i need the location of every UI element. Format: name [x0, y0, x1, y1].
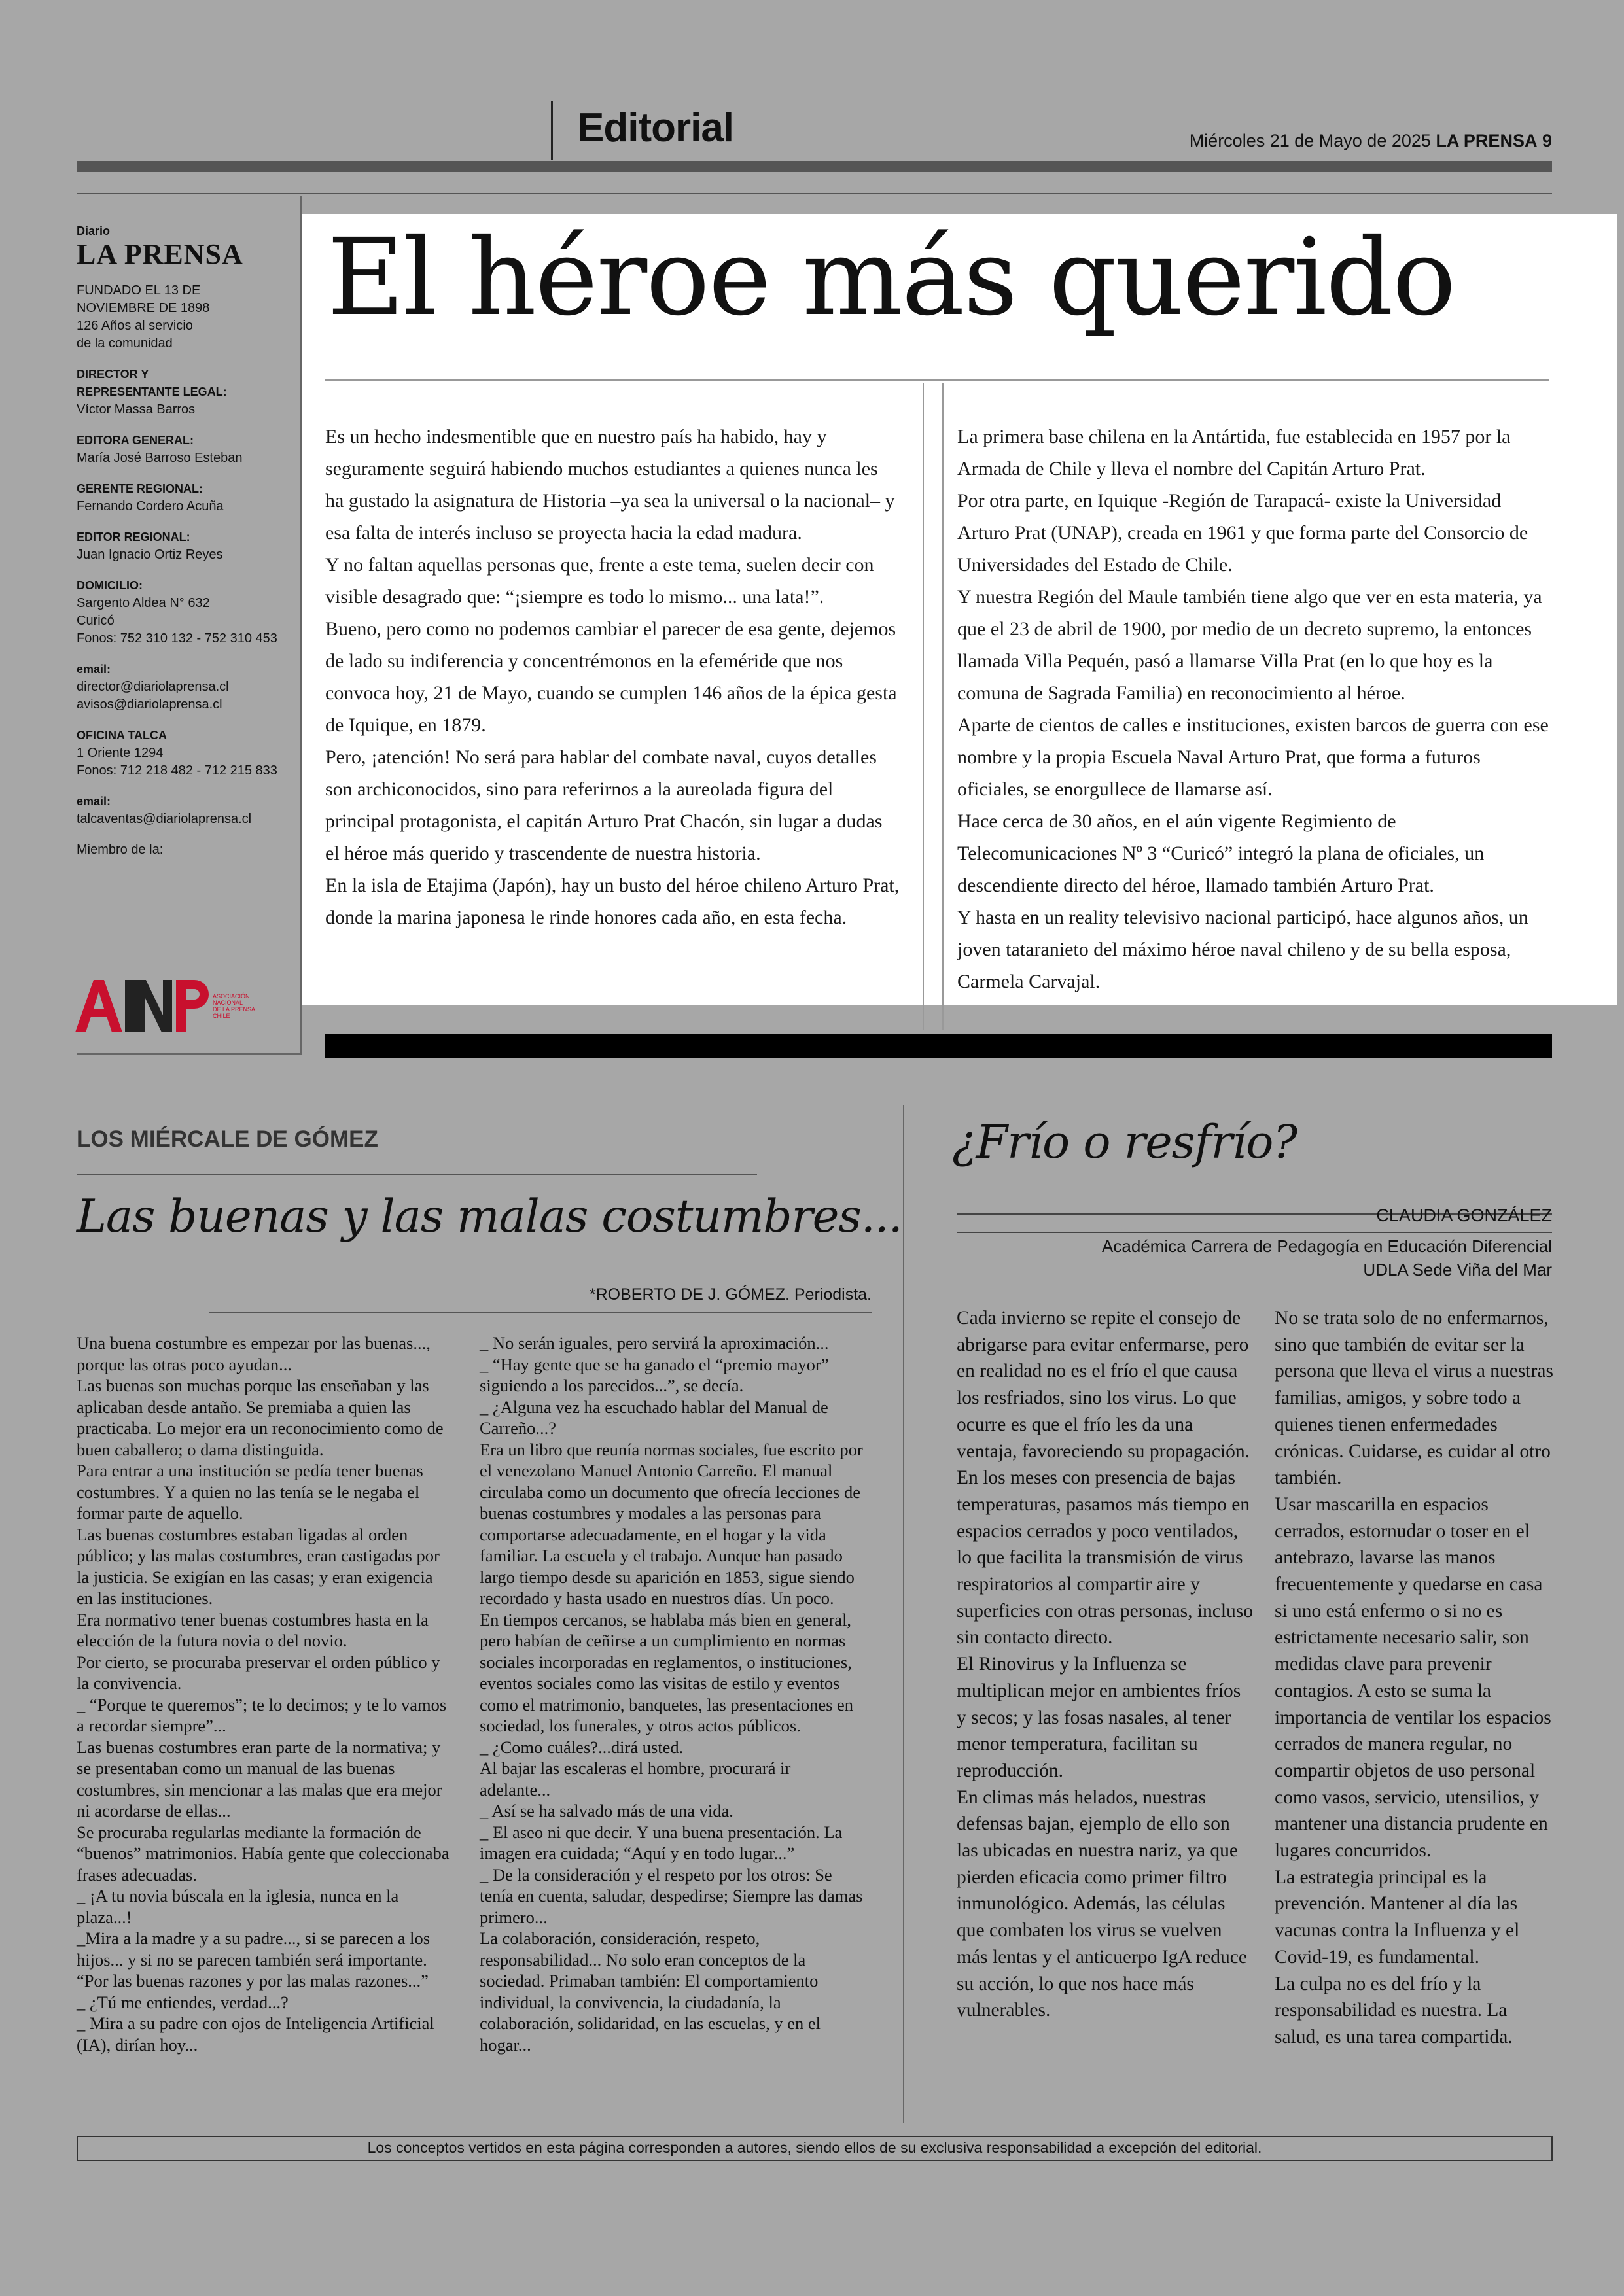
header-bar: [77, 161, 1552, 172]
paragraph: Para entrar a una institución se pedía tener buenas costumbres. Y a quien no las tenía se le negaba el formar parte de aquello.: [77, 1461, 423, 1523]
paragraph: _ ¿Tú me entiendes, verdad...?: [77, 1992, 289, 2012]
gomez-kicker-rule: [77, 1174, 757, 1175]
editorial-column-divider: [942, 383, 944, 1030]
paragraph: Al bajar las escaleras el hombre, procurará ir adelante...: [480, 1758, 791, 1800]
staff-value: Sargento Aldea N° 632: [77, 596, 210, 610]
staff-entry: [77, 529, 292, 564]
staff-entry: [77, 793, 292, 828]
paragraph: Y no faltan aquellas personas que, frente a este tema, suelen decir con visible desagrado que: “¡siempre es todo lo mismo... una lata!”.: [325, 554, 874, 608]
frio-affiliation: Académica Carrera de Pedagogía en Educación Diferencial: [1102, 1236, 1552, 1256]
staff-value: Curicó: [77, 614, 115, 628]
staff-value: talcaventas@diariolaprensa.cl: [77, 812, 252, 826]
anp-logo-n: [135, 980, 172, 1032]
paper-name: LA PRENSA: [1436, 131, 1538, 150]
footer-disclaimer: Los conceptos vertidos en esta página corresponden a autores, siendo ellos de su exclusiva responsabilidad a excepción del editorial.: [367, 2139, 1262, 2156]
paragraph: _ No serán iguales, pero servirá la aproximación...: [480, 1333, 829, 1353]
paragraph: En climas más helados, nuestras defensas bajan, ejemplo de ello son las ubicadas en nuestra nariz, ya que pierden eficacia como primer filtro inmunológico. Además, las células que combaten los virus se vuelven más lentas y el anticuerpo IgA reduce su acción, lo que nos hace más vulnerables.: [957, 1786, 1247, 2021]
logo-subtext-2: NACIONAL: [213, 1000, 243, 1006]
paragraph: Las buenas son muchas porque las enseñaban y las aplicaban desde antaño. Se premiaba a quien las practicaba. Lo mejor era un reconocimiento como de buen caballero; o dama distinguida.: [77, 1376, 444, 1459]
masthead-founded: [77, 282, 292, 353]
logo-subtext-3: DE LA PRENSA: [213, 1006, 256, 1013]
frio-affiliation-campus: UDLA Sede Viña del Mar: [1363, 1260, 1552, 1279]
member-of-label: Miembro de la:: [77, 843, 164, 857]
paragraph: En los meses con presencia de bajas temperaturas, pasamos más tiempo en espacios cerrados y poco ventilados, lo que facilita la transmisión de virus respiratorios al compartir aire y superficies con otras personas, incluso sin contacto directo.: [957, 1467, 1254, 1648]
gomez-author: *ROBERTO DE J. GÓMEZ. Periodista.: [589, 1285, 872, 1304]
staff-label: email:: [77, 663, 111, 676]
paragraph: Por cierto, se procuraba preservar el orden público y la convivencia.: [77, 1652, 440, 1693]
paragraph: Las buenas costumbres eran parte de la normativa; y se presentaban como un manual de las buenas costumbres, sin mencionar a las malas que era mejor ni acordarse de ellas...: [77, 1737, 442, 1820]
logo-subtext-4: CHILE: [213, 1013, 230, 1019]
staff-value: Víctor Massa Barros: [77, 402, 196, 417]
staff-label: OFICINA TALCA: [77, 729, 167, 742]
gomez-column-1: [77, 1332, 450, 2055]
header-rule: [77, 193, 1552, 194]
paragraph: Y hasta en un reality televisivo nacional participó, hace algunos años, un joven tataranieto del máximo héroe naval chileno y de su bella esposa, Carmela Carvajal.: [957, 907, 1528, 992]
paragraph: _ Así se ha salvado más de una vida.: [480, 1801, 733, 1820]
paragraph: _ “Hay gente que se ha ganado el “premio mayor” siguiendo a los parecidos...”, se decía.: [480, 1354, 829, 1395]
gomez-author-rule: [209, 1312, 872, 1313]
paragraph: Usar mascarilla en espacios cerrados, estornudar o toser en el antebrazo, lavarse las manos frecuentemente y quedarse en casa si uno está enfermo o si no es estrictamente necesario salir, son medidas clave para prevenir contagios. A esto se suma la importancia de ventilar los espacios cerrados de manera regular, no compartir objetos de uso personal como vasos, servicio, utensilios, y mantener una distancia prudente en lugares concurridos.: [1275, 1493, 1551, 1862]
paragraph: Pero, ¡atención! No será para hablar del combate naval, cuyos detalles son archiconocidos, sino para referirnos a la aureolada figura del principal protagonista, el capitán Arturo Prat Chacón, sin lugar a dudas el héroe más querido y trascendente de nuestra historia.: [325, 746, 883, 864]
gomez-kicker: LOS MIÉRCALE DE GÓMEZ: [77, 1126, 378, 1152]
paragraph: Se procuraba regularlas mediante la formación de “buenos” matrimonios. Había gente que coleccionaba frases adecuadas.: [77, 1822, 450, 1885]
frio-column-1: [957, 1305, 1254, 2024]
paragraph: Una buena costumbre es empezar por las buenas..., porque las otras poco ayudan...: [77, 1333, 431, 1374]
editorial-column-1: [325, 421, 901, 933]
staff-value: 1 Oriente 1294: [77, 746, 164, 760]
editorial-column-divider: [923, 383, 924, 1030]
masthead-name: LA PRENSA: [77, 238, 243, 270]
issue-date: Miércoles 21 de Mayo de 2025: [1189, 131, 1431, 150]
editorial-column-2: [957, 421, 1549, 998]
staff-value: María José Barroso Esteban: [77, 451, 243, 465]
paragraph: Es un hecho indesmentible que en nuestro país ha habido, hay y seguramente seguirá habiendo muchos estudiantes a quienes nunca les ha gustado la asignatura de Historia –ya sea la universal o la nacional– y esa falta de interés incluso se proyecta hacia la edad madura.: [325, 426, 895, 544]
paragraph: Era un libro que reunía normas sociales, fue escrito por el venezolano Manuel Antonio Carreño. El manual circulaba como un documento que ofrecía lecciones de buenas costumbres y modales a las personas para comportarse adecuadamente, en el hogar y la vida familiar. La escuela y el trabajo. Aunque han pasado largo tiempo desde su aparición en 1853, sigue siendo recordado y hasta usado en nuestros días. Un poco.: [480, 1439, 863, 1608]
paragraph: _ ¿Alguna vez ha escuchado hablar del Manual de Carreño...?: [480, 1397, 828, 1438]
paragraph: _ Mira a su padre con ojos de Inteligencia Artificial (IA), dirían hoy...: [77, 2013, 434, 2055]
paragraph: Y nuestra Región del Maule también tiene algo que ver en esta materia, ya que el 23 de abril de 1900, por medio de un decreto supremo, la entonces llamada Villa Pequén, pasó a llamarse Villa Prat (en lo que hoy es la comuna de Sagrada Familia) en reconocimiento al héroe.: [957, 586, 1542, 704]
paragraph: Las buenas costumbres estaban ligadas al orden público; y las malas costumbres, eran castigadas por la justicia. Se exigían en las casas; y eran exigencia en las instituciones.: [77, 1524, 440, 1608]
staff-label: EDITORA GENERAL:: [77, 434, 194, 447]
staff-value: Juan Ignacio Ortiz Reyes: [77, 548, 223, 562]
editorial-title-rule: [325, 379, 1549, 381]
sidebar-bottom-rule: [77, 1053, 302, 1055]
staff-value: Fernando Cordero Acuña: [77, 499, 224, 513]
paragraph: La primera base chilena en la Antártida, fue establecida en 1957 por la Armada de Chile y lleva el nombre del Capitán Arturo Prat.: [957, 426, 1511, 479]
staff-value: Fonos: 752 310 132 - 752 310 453: [77, 631, 277, 646]
paragraph: _ ¿Como cuáles?...dirá usted.: [480, 1737, 684, 1757]
staff-label: DIRECTOR Y: [77, 368, 149, 381]
staff-entry: [77, 661, 292, 714]
staff-label: GERENTE REGIONAL:: [77, 482, 203, 495]
gomez-title: Las buenas y las malas costumbres...: [77, 1191, 902, 1243]
staff-entry: [77, 432, 292, 467]
editorial-bottom-bar: [325, 1034, 1552, 1058]
staff-value: director@diariolaprensa.cl: [77, 680, 229, 694]
paragraph: Era normativo tener buenas costumbres hasta en la elección de la futura novia o del novio.: [77, 1609, 429, 1650]
paragraph: En la isla de Etajima (Japón), hay un busto del héroe chileno Arturo Prat, donde la marina japonesa le rinde honores cada año, en esta fecha.: [325, 875, 900, 928]
staff-label: email:: [77, 795, 111, 808]
paragraph: Cada invierno se repite el consejo de abrigarse para evitar enfermarse, pero en realidad no es el frío el que causa los resfriados, sino los virus. Lo que ocurre es que el frío les da una ventaja, favoreciendo su propagación.: [957, 1308, 1250, 1462]
paragraph: _ De la consideración y el respeto por los otros: Se tenía en cuenta, saludar, despedirse; Siempre las damas primero...: [480, 1864, 863, 1927]
anp-logo-p: [176, 980, 209, 1032]
staff-value: avisos@diariolaprensa.cl: [77, 697, 222, 712]
staff-entry: [77, 480, 292, 515]
staff-list: [77, 366, 292, 828]
paragraph: Por otra parte, en Iquique -Región de Tarapacá- existe la Universidad Arturo Prat (UNAP), creada en 1961 y que forma parte del Consorcio de Universidades del Estado de Chile.: [957, 490, 1528, 576]
paragraph: La culpa no es del frío y la responsabilidad es nuestra. La salud, es una tarea compartida.: [1275, 1973, 1513, 2047]
header-separator: [551, 101, 553, 160]
frio-title: ¿Frío o resfrío?: [952, 1115, 1297, 1169]
staff-value: Fonos: 712 218 482 - 712 215 833: [77, 763, 277, 778]
frio-author: CLAUDIA GONZÁLEZ: [1376, 1206, 1552, 1225]
frio-author-rule-2: [957, 1232, 1552, 1233]
staff-label: EDITOR REGIONAL:: [77, 531, 190, 544]
paragraph: Bueno, pero como no podemos cambiar el parecer de esa gente, dejemos de lado su indiferencia y concentrémonos en la efeméride que nos convoca hoy, 21 de Mayo, cuando se cumplen 146 años de la épica gesta de Iquique, en 1879.: [325, 618, 897, 736]
founded-line: FUNDADO EL 13 DE: [77, 283, 201, 298]
logo-subtext-1: ASOCIACIÓN: [213, 993, 250, 1000]
masthead-diario: Diario: [77, 224, 111, 237]
date-line: [1190, 131, 1552, 151]
gomez-column-2: [480, 1332, 866, 2055]
frio-column-2: [1275, 1305, 1556, 2051]
staff-label: DOMICILIO:: [77, 579, 143, 592]
staff-entry: [77, 577, 292, 648]
paragraph: _ El aseo ni que decir. Y una buena presentación. La imagen era cuidada; “Aquí y en todo lugar...”: [480, 1822, 843, 1863]
paragraph: _Mira a la madre y a su padre..., si se parecen a los hijos... y si no se parecen también será importante. “Por las buenas razones y por las malas razones...”: [77, 1928, 431, 1991]
paragraph: Hace cerca de 30 años, en el aún vigente Regimiento de Telecomunicaciones Nº 3 “Curicó” integró la plana de oficiales, un descendiente directo del héroe, llamado también Arturo Prat.: [957, 810, 1485, 896]
staff-entry: [77, 366, 292, 419]
founded-line: de la comunidad: [77, 336, 173, 351]
paragraph: La estrategia principal es la prevención. Mantener al día las vacunas contra la Influenza y el Covid-19, es fundamental.: [1275, 1866, 1520, 1968]
paragraph: En tiempos cercanos, se hablaba más bien en general, pero habían de ceñirse a un cumplimiento en normas sociales incorporadas en reglamentos, o instituciones, eventos sociales como las visitas de estilo y eventos como el matrimonio, banquetes, las presentaciones en sociedad, los funerales, y otros actos públicos.: [480, 1609, 854, 1735]
founded-line: 126 Años al servicio: [77, 319, 193, 333]
masthead-sidebar: [77, 222, 292, 859]
anp-logo: [74, 976, 270, 1035]
staff-label: REPRESENTANTE LEGAL:: [77, 385, 227, 398]
section-divider: [903, 1105, 904, 2123]
paragraph: La colaboración, consideración, respeto, responsabilidad... No solo eran conceptos de la sociedad. Primaban también: El comportamiento individual, la convivencia, la ciudadanía, la colaboración, solidaridad, en las escuelas, y en el hogar...: [480, 1928, 821, 2055]
editorial-title: El héroe más querido: [327, 217, 1455, 339]
page-number: 9: [1542, 131, 1552, 150]
paragraph: No se trata solo de no enfermarnos, sino que también de evitar ser la persona que lleva el virus a nuestras familias, amigos, y sobre todo a quienes tienen enfermedades crónicas. Cuidarse, es cuidar al otro también.: [1275, 1308, 1553, 1489]
paragraph: Aparte de cientos de calles e instituciones, existen barcos de guerra con ese nombre y la propia Escuela Naval Arturo Prat, que forma a futuros oficiales, se enorgullece de llamarse así.: [957, 714, 1549, 800]
founded-line: NOVIEMBRE DE 1898: [77, 301, 210, 315]
staff-entry: [77, 727, 292, 780]
paragraph: _ “Porque te queremos”; te lo decimos; y te lo vamos a recordar siempre”...: [77, 1694, 447, 1735]
section-title: Editorial: [577, 105, 734, 150]
paragraph: _ ¡A tu novia búscala en la iglesia, nunca en la plaza...!: [77, 1886, 399, 1927]
paragraph: El Rinovirus y la Influenza se multiplican mejor en ambientes fríos y secos; y las fosas nasales, al tener menor temperatura, facilitan su reproducción.: [957, 1654, 1241, 1781]
